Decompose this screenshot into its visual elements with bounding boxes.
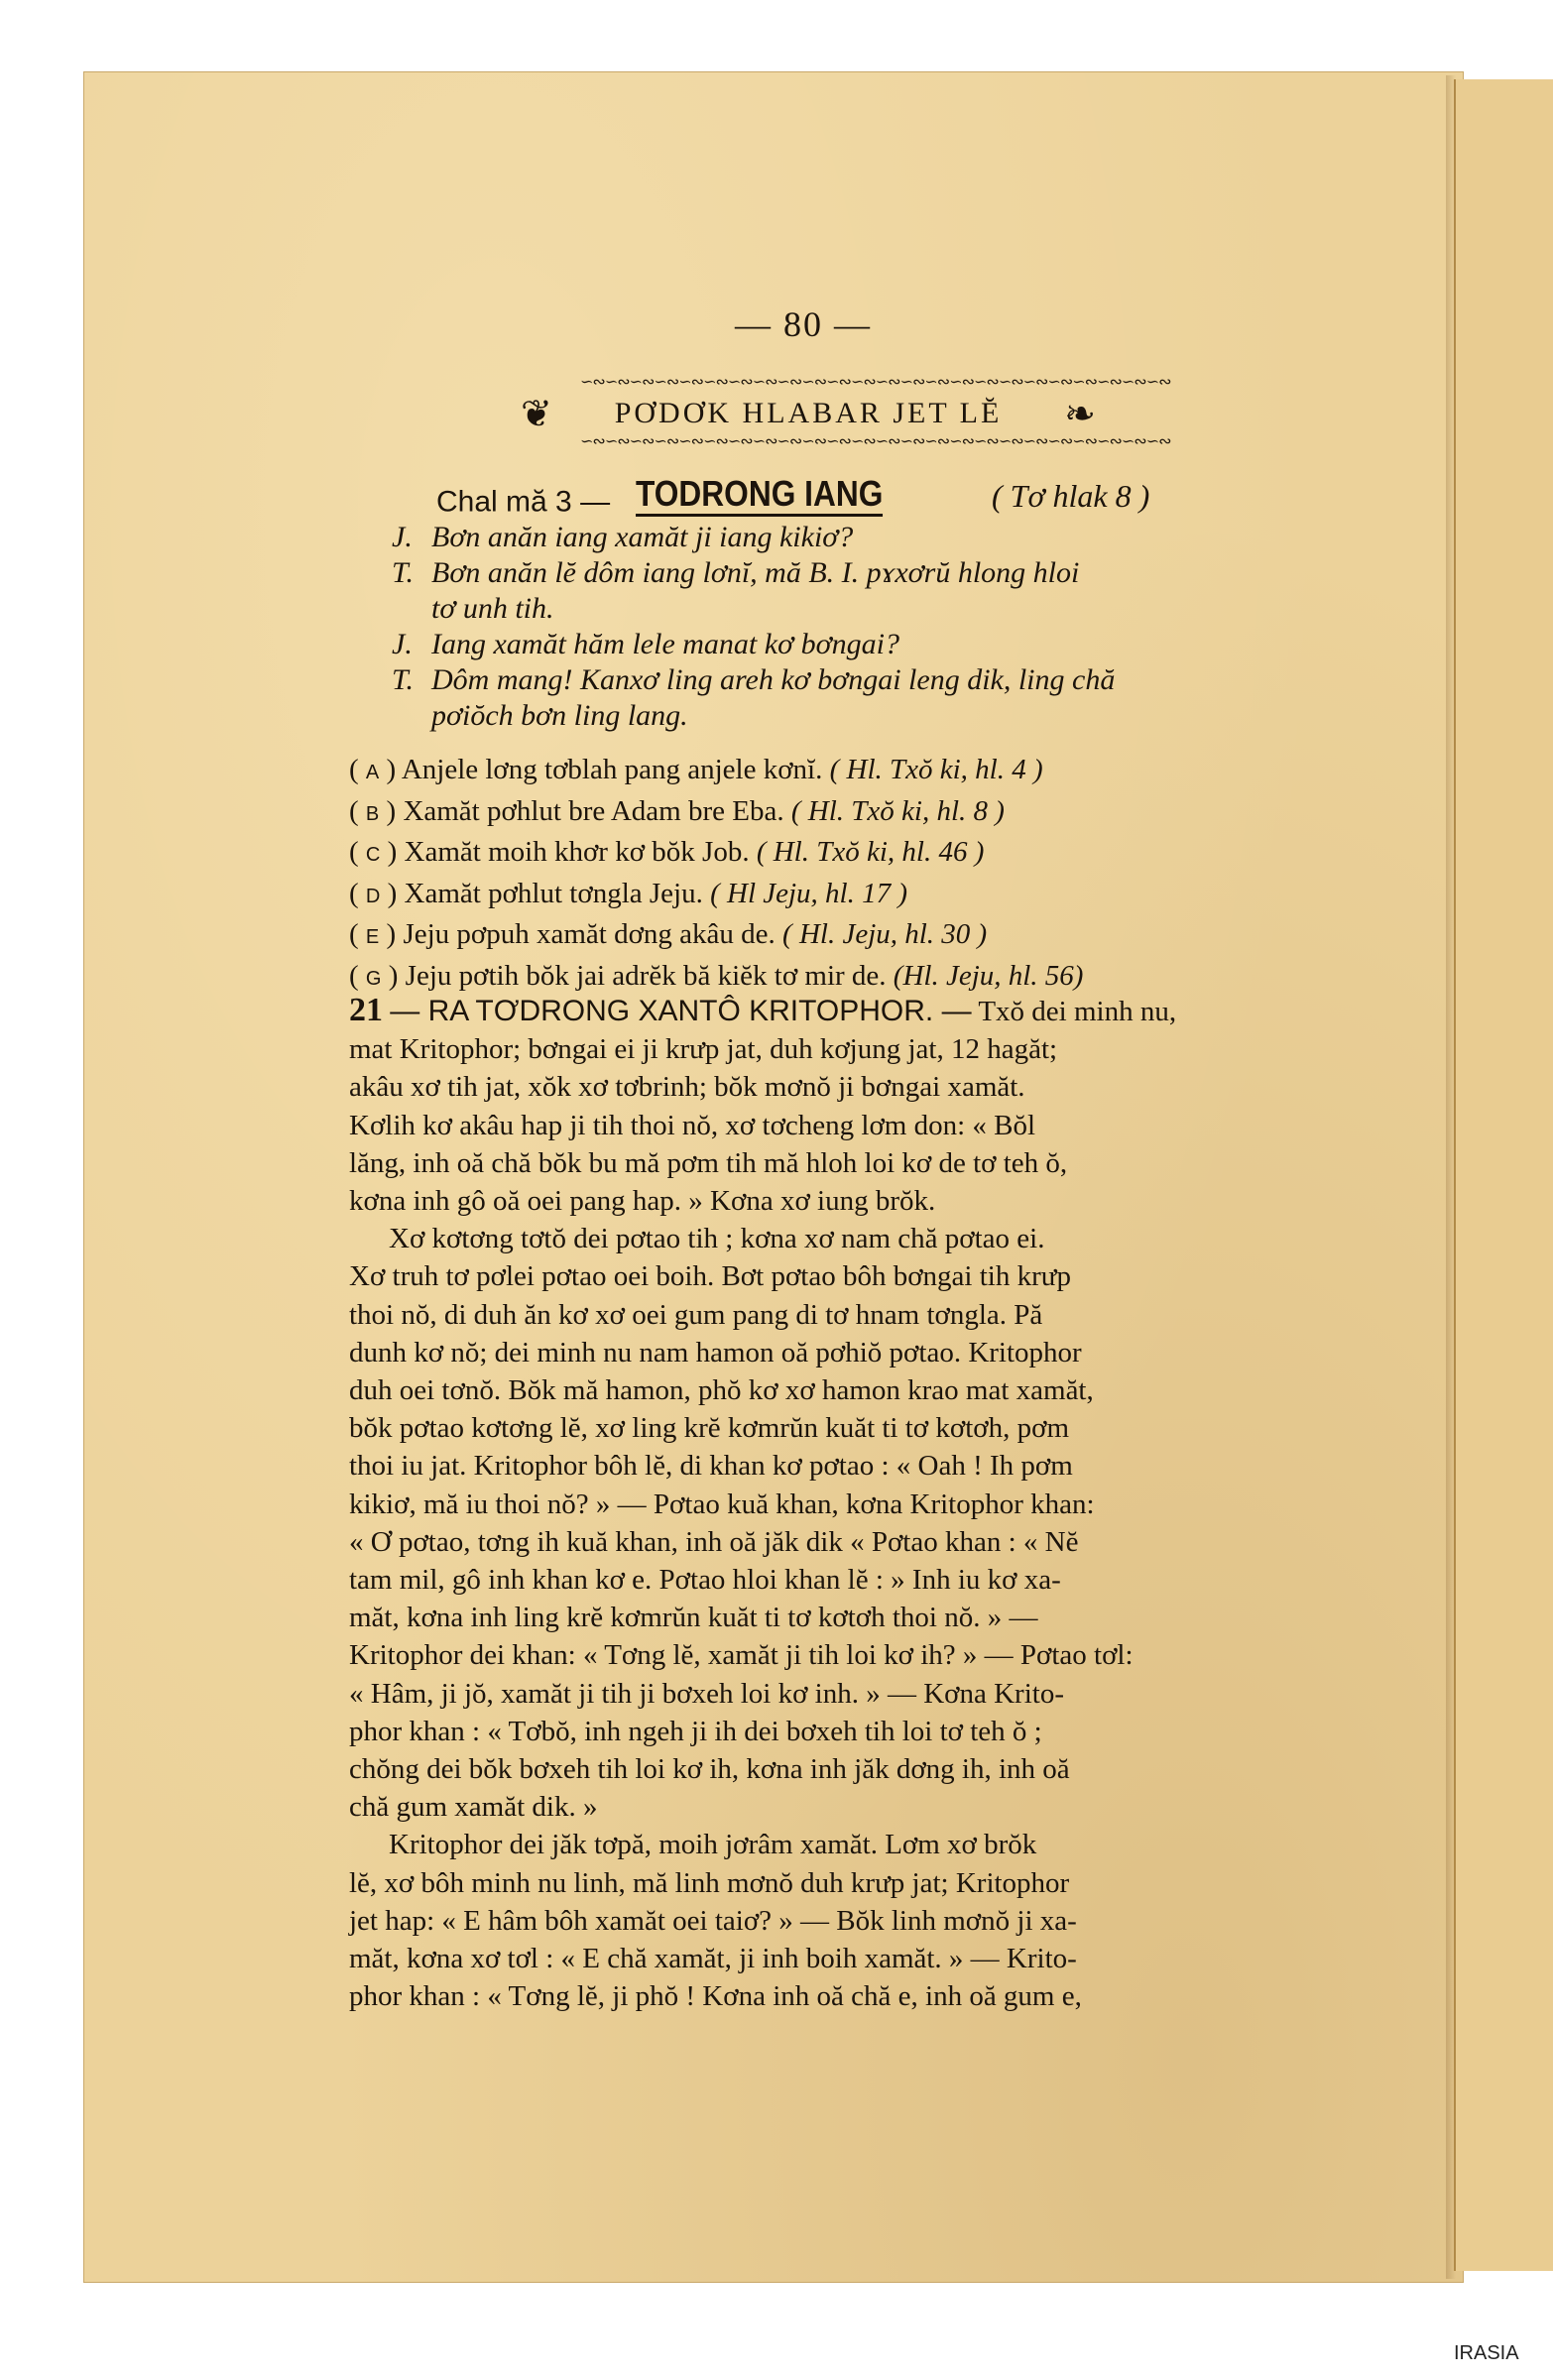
- reference-cite: ( Hl Jeju, hl. 17 ): [710, 877, 908, 909]
- story-first-line: [349, 992, 1281, 1030]
- ornament-border-bottom: ∽∾∽∾∽∾∽∾∽∾∽∾∽∾∽∾∽∾∽∾∽∾∽∾∽∾∽∾∽∾∽∾∽∾∽∾∽∾∽∾∽∾∽∾∽∾∽∾: [580, 433, 1171, 450]
- catechism-entry: [392, 662, 1284, 734]
- reference-text: Xamăt moih khơr kơ bŏk Job.: [404, 836, 750, 868]
- story-line: kơna inh gô oă oei pang hap. » Kơna xơ iung brŏk.: [349, 1185, 936, 1218]
- reference-item: ( A ) Anjele lơng tơblah pang anjele kơnĭ. ( Hl. Txŏ ki, hl. 4 ): [349, 754, 1043, 785]
- story-line: phor khan : « Tơng lĕ, ji phŏ ! Kơna inh oă chă e, inh oă gum e,: [349, 1980, 1082, 2013]
- story-line: Xơ kơtơng tơtŏ dei pơtao tih ; kơna xơ nam chă pơtao ei.: [389, 1223, 1045, 1255]
- story-line: thoi nŏ, di duh ăn kơ xơ oei gum pang di tơ hnam tơngla. Pă: [349, 1298, 1043, 1331]
- fleuron-right-icon: ❧: [1064, 394, 1096, 435]
- story-line: kikiơ, mă iu thoi nŏ? » — Pơtao kuă khan, kơna Kritophor khan:: [349, 1488, 1095, 1520]
- reference-item: ( B ) Xamăt pơhlut bre Adam bre Eba. ( Hl. Txŏ ki, hl. 8 ): [349, 794, 1005, 827]
- reference-item: ( D ) Xamăt pơhlut tơngla Jeju. ( Hl Jeju, hl. 17 ): [349, 877, 908, 909]
- reference-cite: ( Hl. Jeju, hl. 30 ): [782, 918, 988, 950]
- catechism-line: Dôm mang! Kanxơ ling areh kơ bơngai leng dik, ling chă: [431, 663, 1116, 696]
- fleuron-left-icon: ❦: [521, 394, 552, 435]
- story-line: lĕ, xơ bôh minh nu linh, mă linh mơnŏ duh krưp jat; Kritophor: [349, 1866, 1070, 1899]
- reference-letter: A: [365, 762, 380, 783]
- story-line: duh oei tơnŏ. Bŏk mă hamon, phŏ kơ xơ hamon krao mat xamăt,: [349, 1374, 1094, 1407]
- watermark-label: IRASIA: [1454, 2342, 1519, 2364]
- story-line: dunh kơ nŏ; dei minh nu nam hamon oă pơhiŏ pơtao. Kritophor: [349, 1336, 1082, 1368]
- catechism-entry: [392, 627, 1284, 662]
- reference-letter: B: [365, 802, 380, 825]
- reference-letter: G: [365, 967, 382, 990]
- section-title: PƠDƠK HLABAR JET LĔ: [614, 397, 1003, 429]
- story-heading: — RA TƠDRONG XANTÔ KRITOPHOR. —: [390, 995, 972, 1027]
- story-line: Kơlih kơ akâu hap ji tih thoi nŏ, xơ tơcheng lơm don: « Bŏl: [349, 1109, 1036, 1141]
- page-number: — 80 —: [735, 304, 872, 344]
- story-line: jet hap: « E hâm bôh xamăt oei taiơ? » — Bŏk linh mơnŏ ji xa-: [349, 1904, 1077, 1937]
- story-line: « Hâm, ji jŏ, xamăt ji tih ji bơxeh loi kơ inh. » — Kơna Krito-: [349, 1677, 1064, 1710]
- story-line: măt, kơna xơ tơl : « E chă xamăt, ji inh boih xamăt. » — Krito-: [349, 1943, 1077, 1975]
- story-line: Kritophor dei jăk tơpă, moih jơrâm xamăt. Lơm xơ brŏk: [389, 1829, 1037, 1861]
- catechism-entry: [392, 555, 1284, 627]
- reference-cite: (Hl. Jeju, hl. 56): [893, 959, 1084, 992]
- catechism-line: Iang xamăt hăm lele manat kơ bơngai?: [431, 628, 899, 660]
- story-line: « Ơ pơtao, tơng ih kuă khan, inh oă jăk dik « Pơtao khan : « Nĕ: [349, 1525, 1079, 1558]
- reference-letter: D: [365, 885, 381, 907]
- story-line: tam mil, gô inh khan kơ e. Pơtao hloi khan lĕ : » Inh iu kơ xa-: [349, 1564, 1061, 1597]
- catechism-entry: [392, 520, 1284, 555]
- story-line: Txŏ dei minh nu,: [978, 996, 1177, 1027]
- catechism-line: tơ unh tih.: [431, 592, 554, 625]
- reference-cite: ( Hl. Txŏ ki, hl. 4 ): [829, 754, 1043, 785]
- reference-cite: ( Hl. Txŏ ki, hl. 8 ): [790, 794, 1005, 827]
- reference-cite: ( Hl. Txŏ ki, hl. 46 ): [756, 836, 985, 868]
- story-line: chă gum xamăt dik. »: [349, 1791, 598, 1824]
- reference-item: ( E ) Jeju pơpuh xamăt dơng akâu de. ( Hl. Jeju, hl. 30 ): [349, 918, 988, 950]
- story-number: 21: [349, 992, 383, 1028]
- reference-text: Xamăt pơhlut tơngla Jeju.: [404, 877, 703, 909]
- story-line: akâu xơ tih jat, xŏk xơ tơbrinh; bŏk mơnŏ ji bơngai xamăt.: [349, 1071, 1025, 1104]
- story-body: [349, 992, 1281, 2015]
- chapter-topic: TODRONG IANG: [636, 474, 883, 517]
- story-line: mat Kritophor; bơngai ei ji krưp jat, duh kơjung jat, 12 hagăt;: [349, 1033, 1058, 1066]
- catechism-line: pơiŏch bơn ling lang.: [431, 699, 688, 732]
- catechism-tag: T.: [392, 556, 414, 589]
- story-line: thoi iu jat. Kritophor bôh lĕ, di khan kơ pơtao : « Oah ! Ih pơm: [349, 1450, 1073, 1483]
- story-line: bŏk pơtao kơtơng lĕ, xơ ling krĕ kơmrŭn kuăt ti tơ kơtơh, pơm: [349, 1412, 1070, 1445]
- reference-item: ( G ) Jeju pơtih bŏk jai adrĕk bă kiĕk tơ mir de. (Hl. Jeju, hl. 56): [349, 959, 1084, 992]
- catechism-tag: J.: [392, 521, 413, 553]
- story-line: phor khan : « Tơbŏ, inh ngeh ji ih dei bơxeh tih loi tơ teh ŏ ;: [349, 1715, 1042, 1747]
- catechism-tag: J.: [392, 628, 413, 660]
- section-header: [521, 374, 1171, 454]
- reference-letter: E: [365, 926, 380, 948]
- ornament-border-top: ∽∾∽∾∽∾∽∾∽∾∽∾∽∾∽∾∽∾∽∾∽∾∽∾∽∾∽∾∽∾∽∾∽∾∽∾∽∾∽∾∽∾∽∾∽∾∽∾: [580, 374, 1171, 391]
- story-line: Kritophor dei khan: « Tơng lĕ, xamăt ji tih loi kơ ih? » — Pơtao tơl:: [349, 1639, 1134, 1672]
- story-line: chŏng dei bŏk bơxeh tih loi kơ ih, kơna inh jăk dơng ih, inh oă: [349, 1753, 1070, 1786]
- reference-list: [349, 751, 1281, 998]
- next-page-edge: [1454, 79, 1553, 2271]
- catechism-tag: T.: [392, 663, 414, 696]
- catechism: [392, 520, 1284, 734]
- reference-item: ( C ) Xamăt moih khơr kơ bŏk Job. ( Hl. Txŏ ki, hl. 46 ): [349, 836, 985, 868]
- reference-text: Anjele lơng tơblah pang anjele kơnĭ.: [401, 754, 823, 785]
- chapter-line: [436, 474, 1289, 520]
- reference-letter: C: [365, 844, 381, 866]
- story-line: măt, kơna inh ling krĕ kơmrŭn kuăt ti tơ kơtơh thoi nŏ. » —: [349, 1602, 1038, 1634]
- catechism-line: Bơn anăn lĕ dôm iang lơnĭ, mă B. I. pɤxơrŭ hlong hloi: [431, 556, 1080, 589]
- chapter-reference: ( Tơ hlak 8 ): [992, 478, 1150, 514]
- reference-text: Jeju pơpuh xamăt dơng akâu de.: [403, 918, 776, 950]
- reference-text: Jeju pơtih bŏk jai adrĕk bă kiĕk tơ mir de.: [405, 959, 887, 992]
- story-line: lăng, inh oă chă bŏk bu mă pơm tih mă hloh loi kơ de tơ teh ŏ,: [349, 1146, 1068, 1179]
- chapter-label: Chal mă 3 —: [436, 485, 611, 519]
- story-line: Xơ truh tơ pơlei pơtao oei boih. Bơt pơtao bôh bơngai tih krưp: [349, 1260, 1071, 1293]
- reference-text: Xamăt pơhlut bre Adam bre Eba.: [403, 794, 784, 827]
- catechism-line: Bơn anăn iang xamăt ji iang kikiơ?: [431, 521, 854, 553]
